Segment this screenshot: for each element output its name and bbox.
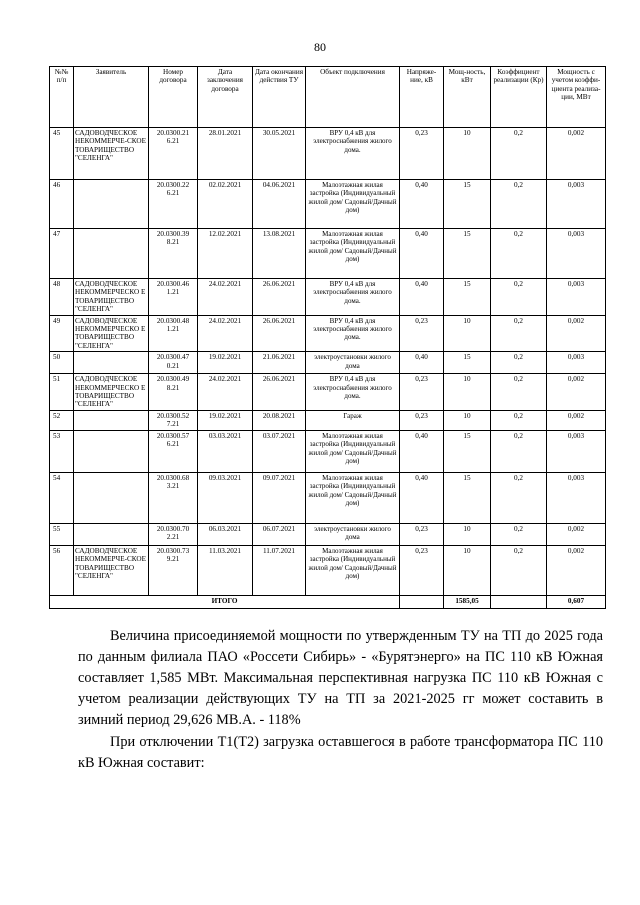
total-coefficient [491,595,547,608]
cell-voltage: 0,40 [400,472,444,523]
cell-power-mw: 0,002 [547,523,606,545]
cell-tu-end-date: 26.06.2021 [253,315,306,352]
cell-row-number: 45 [50,128,74,180]
cell-voltage: 0,23 [400,545,444,595]
cell-contract-number: 20.0300.47 0.21 [149,352,198,374]
cell-applicant: САДОВОДЧЕСКОЕ НЕКОММЕРЧЕ-СКОЕ ТОВАРИЩЕСТВО "СЕЛЕНГА" [74,128,149,180]
cell-power: 15 [444,472,491,523]
body-text [78,626,603,775]
cell-contract-number: 20.0300.21 6.21 [149,128,198,180]
cell-row-number: 50 [50,352,74,374]
cell-voltage: 0,40 [400,279,444,316]
cell-row-number: 54 [50,472,74,523]
paragraph-capacity: Величина присоединяемой мощности по утвержденным ТУ на ТП до 2025 года по данным филиала ПАО «Россети Сибирь» - «Бурятэнерго» на ПС 110 кВ Южная составляет 1,585 МВт. Максимальная перспективная нагрузка ПС 110 кВ Южная с учетом реализации действующих ТУ на ТП за 2021-2025 гг может составить в зимний период 29,626 МВ.А. - 118% [78,628,603,728]
cell-contract-number: 20.0300.49 8.21 [149,374,198,411]
cell-contract-date: 12.02.2021 [198,229,253,279]
cell-tu-end-date: 06.07.2021 [253,523,306,545]
cell-voltage: 0,23 [400,523,444,545]
cell-voltage: 0,40 [400,352,444,374]
table-header-row [50,67,606,128]
cell-row-number: 47 [50,229,74,279]
cell-tu-end-date: 30.05.2021 [253,128,306,180]
cell-power-mw: 0,002 [547,128,606,180]
cell-applicant: САДОВОДЧЕСКОЕ НЕКОММЕРЧЕ-СКОЕ ТОВАРИЩЕСТВО "СЕЛЕНГА" [74,545,149,595]
cell-row-number: 55 [50,523,74,545]
cell-contract-date: 19.02.2021 [198,410,253,430]
cell-contract-number: 20.0300.22 6.21 [149,180,198,229]
cell-row-number: 53 [50,430,74,472]
table-row [50,229,606,279]
cell-contract-date: 09.03.2021 [198,472,253,523]
cell-power: 10 [444,410,491,430]
cell-coefficient: 0,2 [491,128,547,180]
cell-contract-number: 20.0300.39 8.21 [149,229,198,279]
cell-tu-end-date: 21.06.2021 [253,352,306,374]
cell-tu-end-date: 20.08.2021 [253,410,306,430]
cell-voltage: 0,40 [400,180,444,229]
cell-object: Гараж [306,410,400,430]
total-power: 1585,05 [444,595,491,608]
table-row [50,523,606,545]
cell-power-mw: 0,003 [547,180,606,229]
cell-voltage: 0,23 [400,410,444,430]
cell-power-mw: 0,002 [547,315,606,352]
page-number: 80 [314,40,326,54]
cell-voltage: 0,23 [400,315,444,352]
cell-applicant [74,523,149,545]
cell-coefficient: 0,2 [491,279,547,316]
cell-power: 10 [444,315,491,352]
cell-applicant [74,430,149,472]
cell-contract-number: 20.0300.46 1.21 [149,279,198,316]
cell-power-mw: 0,003 [547,472,606,523]
cell-contract-number: 20.0300.70 2.21 [149,523,198,545]
cell-contract-number: 20.0300.52 7.21 [149,410,198,430]
cell-object: Малоэтажная жилая застройка (Индивидуальный жилой дом/ Садовый/Дачный дом) [306,180,400,229]
cell-power-mw: 0,003 [547,430,606,472]
cell-power: 15 [444,180,491,229]
cell-row-number: 56 [50,545,74,595]
cell-power: 15 [444,229,491,279]
col-header-contract-date: Дата заключения договора [198,67,253,128]
col-header-number: №№ п/п [50,67,74,128]
cell-object: ВРУ 0,4 кВ для электроснабжения жилого дома. [306,279,400,316]
table-row [50,472,606,523]
total-power-mw: 0,607 [547,595,606,608]
col-header-power-mw: Мощность с учетом коэффи-циента реализа-ции, МВт [547,67,606,128]
cell-object: ВРУ 0,4 кВ для электроснабжения жилого дома. [306,315,400,352]
cell-power-mw: 0,003 [547,352,606,374]
cell-coefficient: 0,2 [491,374,547,411]
cell-contract-number: 20.0300.48 1.21 [149,315,198,352]
cell-applicant: САДОВОДЧЕСКОЕ НЕКОММЕРЧЕСКО Е ТОВАРИЩЕСТВО "СЕЛЕНГА" [74,279,149,316]
cell-object: Малоэтажная жилая застройка (Индивидуальный жилой дом/ Садовый/Дачный дом) [306,430,400,472]
cell-contract-date: 03.03.2021 [198,430,253,472]
total-label: ИТОГО [50,595,400,608]
cell-object: электроустановки жилого дома [306,523,400,545]
cell-contract-number: 20.0300.73 9.21 [149,545,198,595]
cell-applicant: САДОВОДЧЕСКОЕ НЕКОММЕРЧЕСКО Е ТОВАРИЩЕСТВО "СЕЛЕНГА" [74,315,149,352]
cell-contract-date: 02.02.2021 [198,180,253,229]
col-header-tu-end-date: Дата окончания действия ТУ [253,67,306,128]
cell-power: 15 [444,430,491,472]
cell-power: 10 [444,523,491,545]
cell-coefficient: 0,2 [491,472,547,523]
cell-power: 10 [444,545,491,595]
cell-applicant [74,472,149,523]
cell-coefficient: 0,2 [491,229,547,279]
cell-contract-number: 20.0300.68 3.21 [149,472,198,523]
cell-contract-date: 11.03.2021 [198,545,253,595]
cell-power-mw: 0,003 [547,279,606,316]
cell-contract-date: 24.02.2021 [198,315,253,352]
table-row [50,180,606,229]
cell-applicant: САДОВОДЧЕСКОЕ НЕКОММЕРЧЕСКО Е ТОВАРИЩЕСТВО "СЕЛЕНГА" [74,374,149,411]
cell-coefficient: 0,2 [491,430,547,472]
cell-contract-date: 28.01.2021 [198,128,253,180]
cell-object: Малоэтажная жилая застройка (Индивидуальный жилой дом/ Садовый/Дачный дом) [306,545,400,595]
cell-tu-end-date: 26.06.2021 [253,374,306,411]
cell-coefficient: 0,2 [491,545,547,595]
cell-power: 15 [444,352,491,374]
cell-contract-date: 24.02.2021 [198,279,253,316]
cell-row-number: 49 [50,315,74,352]
table-total-row [50,595,606,608]
cell-power-mw: 0,002 [547,374,606,411]
cell-voltage: 0,23 [400,374,444,411]
col-header-object: Объект подключения [306,67,400,128]
cell-row-number: 52 [50,410,74,430]
cell-object: Малоэтажная жилая застройка (Индивидуальный жилой дом/ Садовый/Дачный дом) [306,229,400,279]
col-header-coefficient: Коэффициент реализации (Кр) [491,67,547,128]
cell-applicant [74,410,149,430]
cell-object: ВРУ 0,4 кВ для электроснабжения жилого дома. [306,374,400,411]
cell-applicant [74,229,149,279]
cell-power: 10 [444,374,491,411]
col-header-applicant: Заявитель [74,67,149,128]
table-row [50,279,606,316]
cell-row-number: 46 [50,180,74,229]
total-voltage [400,595,444,608]
cell-coefficient: 0,2 [491,410,547,430]
cell-applicant [74,180,149,229]
paragraph-transformer: При отключении Т1(Т2) загрузка оставшегося в работе трансформатора ПС 110 кВ Южная составит: [78,734,603,771]
col-header-contract: Номер договора [149,67,198,128]
cell-voltage: 0,23 [400,128,444,180]
cell-object: ВРУ 0,4 кВ для электроснабжения жилого дома. [306,128,400,180]
col-header-power: Мощ-ность, кВт [444,67,491,128]
cell-coefficient: 0,2 [491,523,547,545]
cell-tu-end-date: 11.07.2021 [253,545,306,595]
tu-table [49,66,606,609]
cell-contract-date: 19.02.2021 [198,352,253,374]
cell-coefficient: 0,2 [491,315,547,352]
table-row [50,545,606,595]
cell-tu-end-date: 03.07.2021 [253,430,306,472]
cell-voltage: 0,40 [400,229,444,279]
cell-contract-date: 06.03.2021 [198,523,253,545]
table-row [50,315,606,352]
cell-power: 10 [444,128,491,180]
table-row [50,352,606,374]
cell-contract-number: 20.0300.57 6.21 [149,430,198,472]
table-row [50,430,606,472]
cell-row-number: 48 [50,279,74,316]
table-row [50,374,606,411]
cell-contract-date: 24.02.2021 [198,374,253,411]
table-row [50,128,606,180]
cell-coefficient: 0,2 [491,352,547,374]
cell-power-mw: 0,002 [547,545,606,595]
cell-object: Малоэтажная жилая застройка (Индивидуальный жилой дом/ Садовый/Дачный дом) [306,472,400,523]
cell-power-mw: 0,003 [547,229,606,279]
cell-row-number: 51 [50,374,74,411]
cell-applicant [74,352,149,374]
cell-object: электроустановки жилого дома [306,352,400,374]
col-header-voltage: Напряже-ние, кВ [400,67,444,128]
cell-voltage: 0,40 [400,430,444,472]
table-row [50,410,606,430]
cell-coefficient: 0,2 [491,180,547,229]
cell-tu-end-date: 09.07.2021 [253,472,306,523]
cell-tu-end-date: 13.08.2021 [253,229,306,279]
cell-tu-end-date: 26.06.2021 [253,279,306,316]
cell-power: 15 [444,279,491,316]
cell-tu-end-date: 04.06.2021 [253,180,306,229]
cell-power-mw: 0,002 [547,410,606,430]
